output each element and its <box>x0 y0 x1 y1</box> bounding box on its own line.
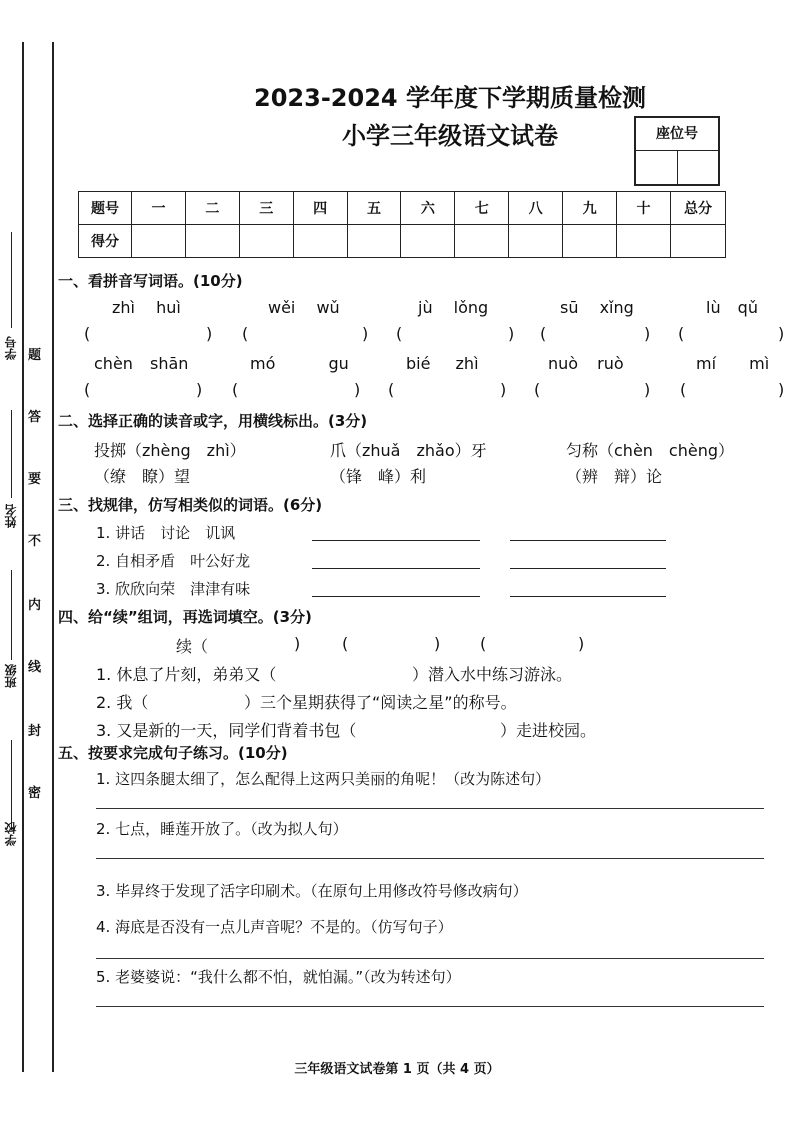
q2-option[interactable]: 爪（zhuǎ zhǎo）牙 <box>330 441 487 460</box>
seat-number-box <box>634 116 720 186</box>
score-cell[interactable] <box>293 225 347 258</box>
q4-sentence: ）三个星期获得了“阅读之星”的称号。 <box>244 693 517 712</box>
pinyin: sū xǐng <box>560 298 634 317</box>
answer-paren[interactable]: ) <box>354 380 361 399</box>
q5-item: 3. 毕昇终于发现了活字印刷术。（在原句上用修改符号修改病句） <box>96 882 528 900</box>
answer-paren[interactable]: ( <box>84 380 91 399</box>
answer-blank[interactable] <box>510 596 666 597</box>
pinyin: bié zhì <box>406 354 479 373</box>
q3-item: 2. 自相矛盾 叶公好龙 <box>96 552 251 570</box>
student-id-line <box>11 232 12 328</box>
pinyin: nuò ruò <box>548 354 624 373</box>
seal-char: 不 <box>28 534 42 549</box>
score-header: 四 <box>293 192 347 225</box>
seal-char: 要 <box>28 472 42 487</box>
q4-sentence: ）走进校园。 <box>500 721 597 740</box>
score-cell[interactable] <box>455 225 509 258</box>
class-line <box>11 570 12 660</box>
answer-line[interactable] <box>96 958 764 959</box>
answer-paren[interactable]: ) <box>362 324 369 343</box>
answer-paren[interactable]: ( <box>232 380 239 399</box>
seat-cell[interactable] <box>636 151 677 185</box>
class-label: 班级 <box>4 664 18 688</box>
answer-blank[interactable] <box>510 540 666 541</box>
q5-item: 2. 七点，睡莲开放了。（改为拟人句） <box>96 820 348 838</box>
answer-paren[interactable]: ) <box>644 380 651 399</box>
q2-option[interactable]: （缭 瞭）望 <box>94 467 191 486</box>
answer-blank[interactable] <box>312 596 480 597</box>
seat-cell[interactable] <box>677 151 719 185</box>
q5-item: 4. 海底是否没有一点儿声音呢？不是的。（仿写句子） <box>96 918 453 936</box>
student-id-label: 学号 <box>4 336 18 360</box>
score-header: 一 <box>132 192 186 225</box>
q2-heading: 二、选择正确的读音或字，用横线标出。(3分) <box>58 412 368 430</box>
score-header: 三 <box>239 192 293 225</box>
answer-paren[interactable]: ) <box>196 380 203 399</box>
answer-paren[interactable]: ) <box>578 634 585 653</box>
score-row-label: 得分 <box>79 225 132 258</box>
answer-paren[interactable]: ) <box>206 324 213 343</box>
seal-char: 答 <box>28 410 42 425</box>
score-cell[interactable] <box>239 225 293 258</box>
answer-line[interactable] <box>96 1006 764 1007</box>
answer-paren[interactable]: ( <box>540 324 547 343</box>
pinyin: wěi wǔ <box>268 298 340 317</box>
answer-paren[interactable]: ( <box>680 380 687 399</box>
score-header: 七 <box>455 192 509 225</box>
answer-blank[interactable] <box>510 568 666 569</box>
answer-blank[interactable] <box>312 540 480 541</box>
score-header: 九 <box>563 192 617 225</box>
answer-paren[interactable]: ( <box>396 324 403 343</box>
answer-paren[interactable]: ( <box>480 634 487 653</box>
page-footer: 三年级语文试卷第 1 页（共 4 页） <box>294 1062 500 1077</box>
q4-sentence: 1. 休息了片刻，弟弟又（ <box>96 665 277 684</box>
answer-paren[interactable]: ) <box>434 634 441 653</box>
answer-paren[interactable]: ( <box>678 324 685 343</box>
score-cell[interactable] <box>509 225 563 258</box>
answer-blank[interactable] <box>312 568 480 569</box>
school-label: 学校 <box>4 822 18 846</box>
name-line <box>11 410 12 498</box>
answer-paren[interactable]: ) <box>294 634 301 653</box>
q3-item: 1. 讲话 讨论 讥讽 <box>96 524 236 542</box>
answer-paren[interactable]: ( <box>534 380 541 399</box>
q5-item: 5. 老婆婆说：“我什么都不怕，就怕漏。”（改为转述句） <box>96 968 461 986</box>
exam-title: 2023-2024 学年度下学期质量检测 <box>254 84 646 112</box>
answer-paren[interactable]: ( <box>388 380 395 399</box>
answer-paren[interactable]: ( <box>242 324 249 343</box>
q5-heading: 五、按要求完成句子练习。(10分) <box>58 744 288 762</box>
score-header: 八 <box>509 192 563 225</box>
answer-paren[interactable]: ) <box>778 324 785 343</box>
answer-paren[interactable]: ) <box>500 380 507 399</box>
seal-char: 线 <box>28 660 42 675</box>
binding-line-left <box>22 42 24 1072</box>
score-header: 总分 <box>671 192 726 225</box>
score-cell[interactable] <box>347 225 401 258</box>
score-header: 题号 <box>79 192 132 225</box>
exam-subtitle: 小学三年级语文试卷 <box>342 122 558 150</box>
score-cell[interactable] <box>132 225 186 258</box>
pinyin: lù qǔ <box>706 298 758 317</box>
score-cell[interactable] <box>671 225 726 258</box>
seal-char: 题 <box>28 348 42 363</box>
seal-char: 内 <box>28 598 42 613</box>
school-line <box>11 740 12 830</box>
q5-item: 1. 这四条腿太细了，怎么配得上这两只美丽的角呢！（改为陈述句） <box>96 770 551 788</box>
pinyin: mí mì <box>696 354 770 373</box>
q2-option[interactable]: （辨 辩）论 <box>566 467 663 486</box>
q2-option[interactable]: （锋 峰）利 <box>330 467 427 486</box>
answer-line[interactable] <box>96 808 764 809</box>
q4-sentence: ）潜入水中练习游泳。 <box>412 665 573 684</box>
answer-paren[interactable]: ) <box>644 324 651 343</box>
score-header: 五 <box>347 192 401 225</box>
q4-sentence: 2. 我（ <box>96 693 149 712</box>
score-header: 六 <box>401 192 455 225</box>
answer-line[interactable] <box>96 858 764 859</box>
pinyin: zhì huì <box>112 298 181 317</box>
binding-line-right <box>52 42 54 1072</box>
pinyin: mó gu <box>250 354 349 373</box>
pinyin: chèn shān <box>94 354 189 373</box>
score-cell[interactable] <box>617 225 671 258</box>
q4-heading: 四、给“续”组词，再选词填空。(3分) <box>58 608 312 626</box>
answer-paren[interactable]: ) <box>778 380 785 399</box>
score-header: 十 <box>617 192 671 225</box>
answer-paren[interactable]: ) <box>508 324 515 343</box>
q4-sentence: 3. 又是新的一天，同学们背着书包（ <box>96 721 357 740</box>
answer-paren[interactable]: ( <box>84 324 91 343</box>
q1-heading: 一、看拼音写词语。(10分) <box>58 272 243 290</box>
score-cell[interactable] <box>563 225 617 258</box>
score-header: 二 <box>185 192 239 225</box>
q3-item: 3. 欣欣向荣 津津有味 <box>96 580 251 598</box>
name-label: 姓名 <box>4 504 18 528</box>
q3-heading: 三、找规律，仿写相类似的词语。(6分) <box>58 496 323 514</box>
seat-number-label: 座位号 <box>636 118 718 151</box>
q4-char: 续（ <box>176 637 209 656</box>
q2-option[interactable]: 匀称（chèn chèng） <box>566 441 735 460</box>
seal-char: 封 <box>28 724 42 739</box>
q2-option[interactable]: 投掷（zhèng zhì） <box>94 441 246 460</box>
answer-paren[interactable]: ( <box>342 634 349 653</box>
pinyin: jù lǒng <box>418 298 489 317</box>
score-cell[interactable] <box>401 225 455 258</box>
seal-char: 密 <box>28 786 42 801</box>
score-cell[interactable] <box>185 225 239 258</box>
score-table <box>78 191 726 258</box>
